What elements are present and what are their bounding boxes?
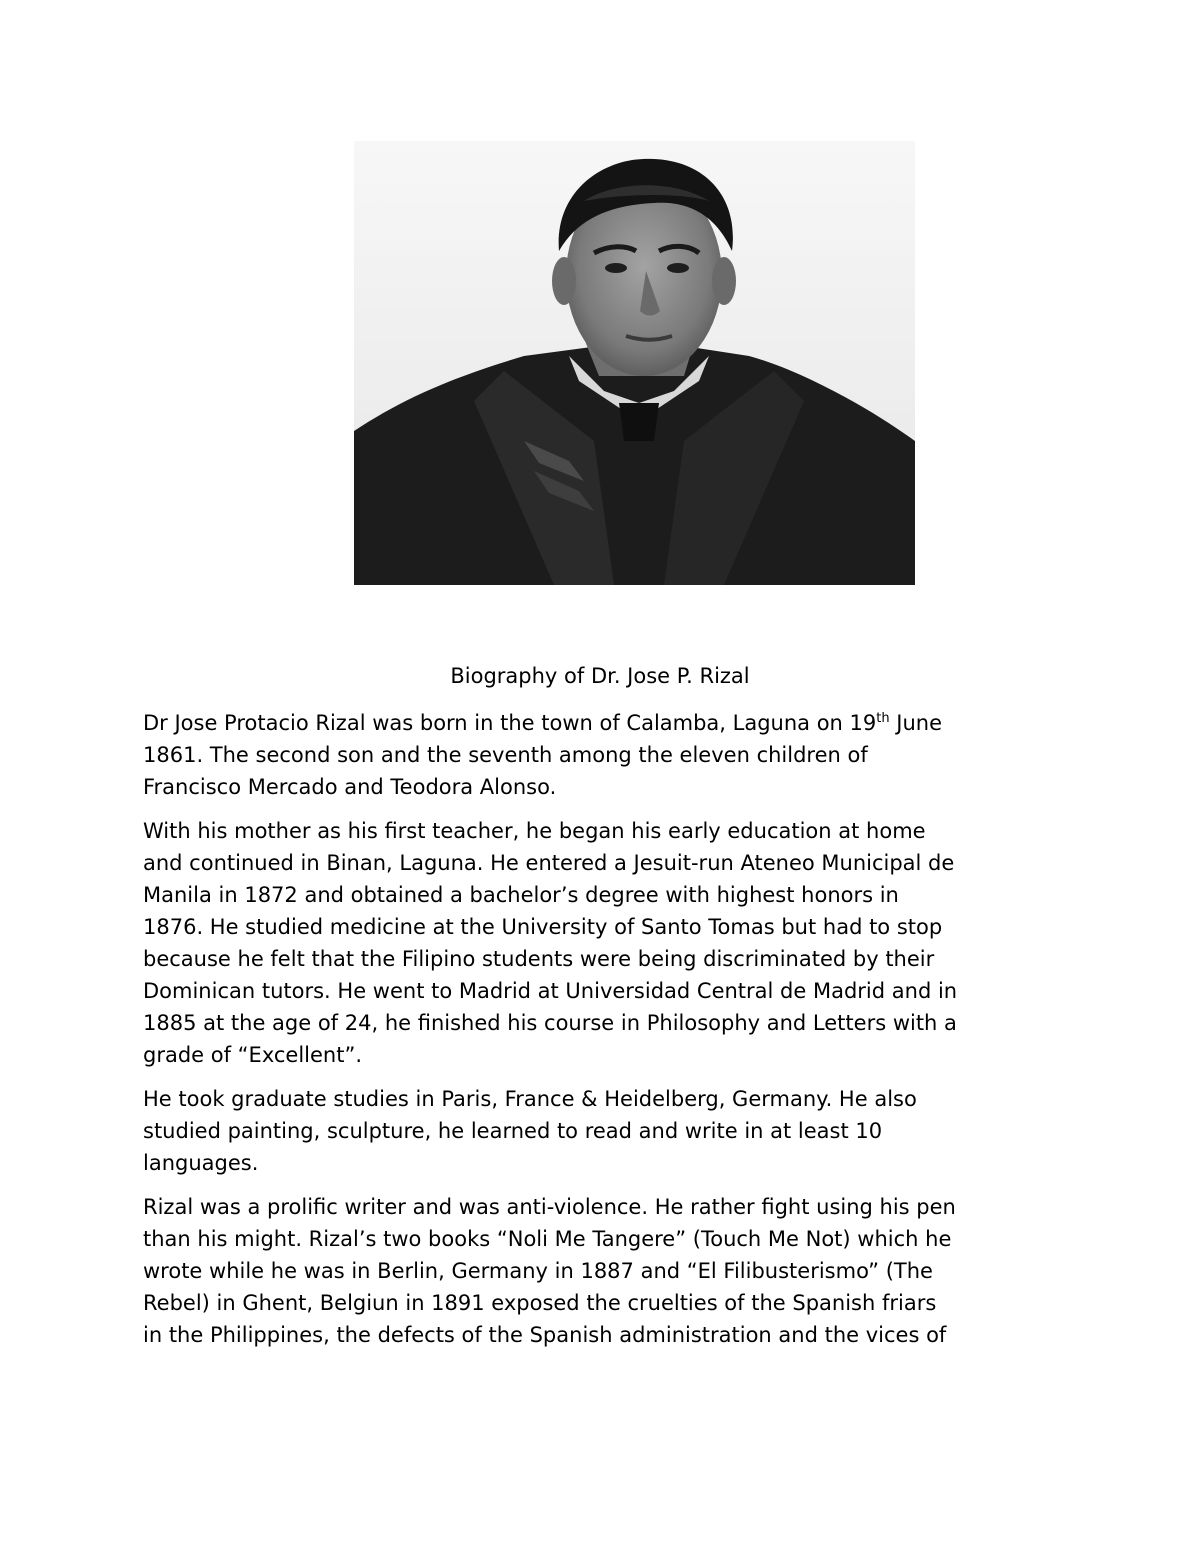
paragraph-line: grade of “Excellent”. (143, 1043, 363, 1067)
paragraph-line: and continued in Binan, Laguna. He entered a Jesuit-run Ateneo Municipal de (143, 851, 955, 875)
paragraph-4 (143, 1191, 1063, 1351)
ordinal-suffix: th (876, 711, 890, 726)
paragraph-line: in the Philippines, the defects of the Spanish administration and the vices of (143, 1323, 947, 1347)
paragraph-line: Dominican tutors. He went to Madrid at Universidad Central de Madrid and in (143, 979, 958, 1003)
text-segment: Dr Jose Protacio Rizal was born in the town of Calamba, Laguna on 19 (143, 711, 877, 735)
portrait-photo-icon (354, 141, 915, 585)
paragraph-line: 1861. The second son and the seventh among the eleven children of (143, 743, 868, 767)
text-segment: June (889, 711, 943, 735)
paragraph-2 (143, 815, 1063, 1071)
paragraph-line: because he felt that the Filipino students were being discriminated by their (143, 947, 935, 971)
paragraph-line: Rebel) in Ghent, Belgiun in 1891 exposed the cruelties of the Spanish friars (143, 1291, 937, 1315)
paragraph-line (143, 707, 1063, 739)
paragraph-1 (143, 707, 1063, 803)
paragraph-line: Francisco Mercado and Teodora Alonso. (143, 775, 557, 799)
paragraph-line: languages. (143, 1151, 259, 1175)
paragraph-line: Manila in 1872 and obtained a bachelor’s degree with highest honors in (143, 883, 899, 907)
paragraph-line: He took graduate studies in Paris, France & Heidelberg, Germany. He also (143, 1087, 917, 1111)
paragraph-3 (143, 1083, 1063, 1179)
paragraph-line: studied painting, sculpture, he learned to read and write in at least 10 (143, 1119, 883, 1143)
portrait-photo (354, 141, 915, 585)
paragraph-line: than his might. Rizal’s two books “Noli Me Tangere” (Touch Me Not) which he (143, 1227, 952, 1251)
paragraph-line: 1876. He studied medicine at the University of Santo Tomas but had to stop (143, 915, 943, 939)
paragraph-line: Rizal was a prolific writer and was anti-violence. He rather fight using his pen (143, 1195, 956, 1219)
document-title: Biography of Dr. Jose P. Rizal (450, 664, 750, 688)
paragraph-line: With his mother as his first teacher, he began his early education at home (143, 819, 926, 843)
paragraph-line: wrote while he was in Berlin, Germany in 1887 and “El Filibusterismo” (The (143, 1259, 933, 1283)
paragraph-line: 1885 at the age of 24, he finished his course in Philosophy and Letters with a (143, 1011, 957, 1035)
document-body (143, 707, 1063, 1363)
